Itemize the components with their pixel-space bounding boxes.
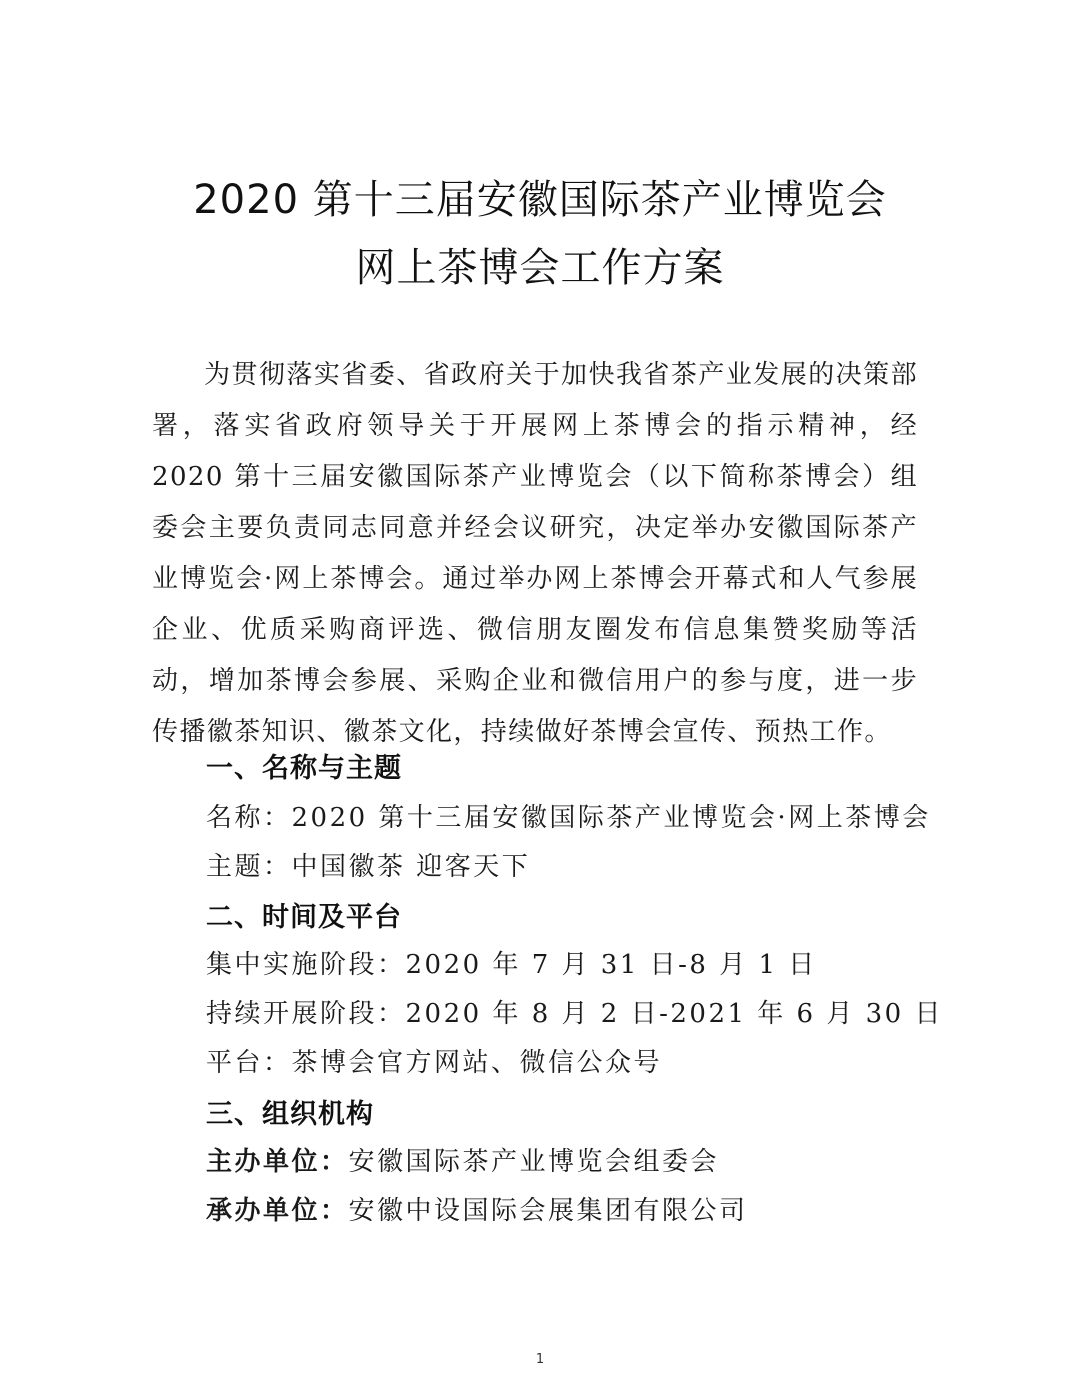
organizer-unit-label: 承办单位： (206, 1196, 349, 1226)
phase1-line: 集中实施阶段：2020 年 7 月 31 日-8 月 1 日 (206, 950, 817, 980)
organizer-unit-value: 安徽中设国际会展集团有限公司 (348, 1196, 748, 1226)
phase2-line: 持续开展阶段：2020 年 8 月 2 日-2021 年 6 月 30 日 (206, 999, 943, 1029)
intro-paragraph: 为贯彻落实省委、省政府关于加快我省茶产业发展的决策部署，落实省政府领导关于开展网上茶博会的指示精神，经 2020 第十三届安徽国际茶产业博览会（以下简称茶博会）组委会主要负责同志同意并经会议研究，决定举办安徽国际茶产业博览会·网上茶博会。通过举办网上茶博会开幕式和人气参展企业、优质采购商评选、微信朋友圈发布信息集赞奖励等活动，增加茶博会参展、采购企业和微信用户的参与度，进一步传播徽茶知识、徽茶文化，持续做好茶博会宣传、预热工作。 (152, 360, 918, 747)
document-title-line2: 网上茶博会工作方案 (355, 245, 725, 291)
event-name-line: 名称：2020 第十三届安徽国际茶产业博览会·网上茶博会 (206, 803, 931, 833)
organizer-unit-line (206, 1190, 748, 1227)
section2-heading: 二、时间及平台 (206, 902, 402, 933)
document-title-line1: 2020 第十三届安徽国际茶产业博览会 (193, 177, 887, 223)
host-unit-label: 主办单位： (206, 1147, 349, 1177)
page-number: 1 (535, 1352, 545, 1367)
host-unit-value: 安徽国际茶产业博览会组委会 (348, 1147, 720, 1177)
platform-line: 平台：茶博会官方网站、微信公众号 (206, 1048, 663, 1078)
event-theme-line: 主题：中国徽茶 迎客天下 (206, 852, 531, 882)
section1-heading: 一、名称与主题 (206, 753, 402, 784)
host-unit-line (206, 1141, 719, 1178)
section3-heading: 三、组织机构 (206, 1099, 374, 1130)
